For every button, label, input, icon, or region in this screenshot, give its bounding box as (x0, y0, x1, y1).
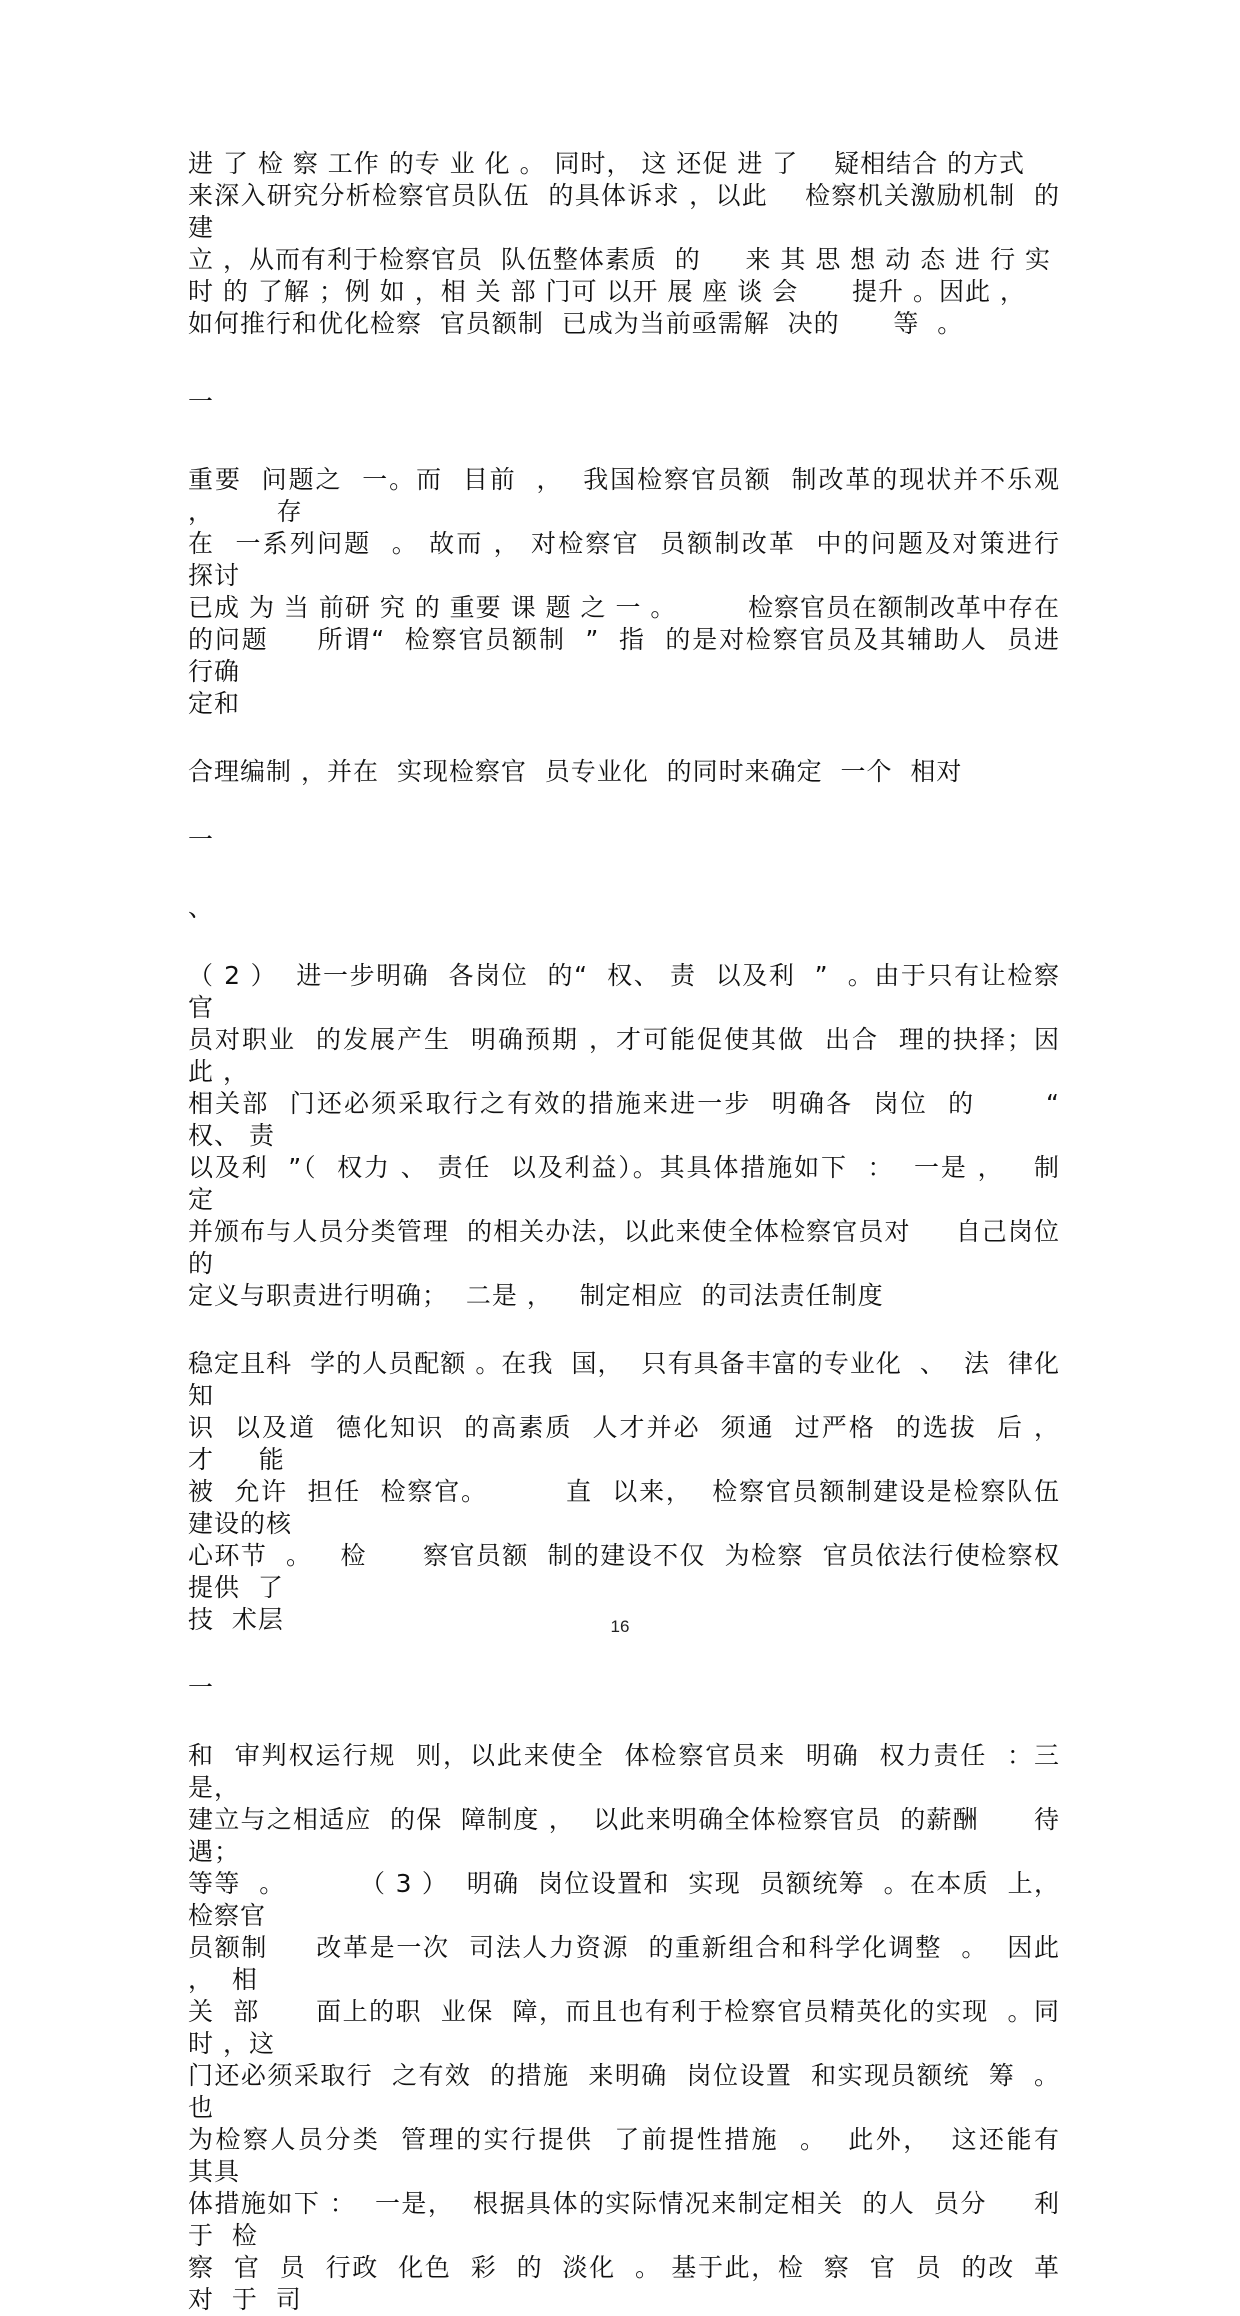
spacer (188, 340, 1060, 386)
paragraph-5: 稳定且科 学的人员配额 。在我 国， 只有具备丰富的专业化 、 法 律化 知 识 以及道 德化知识 的高素质 人才并必 须通 过严格 的选拔 后 ， 才 能 被 允许 担任 检察官。 直 以来， 检察官员额制建设是检察队伍 建设的核 心环节 。 检 察官员额 制的建设不仅 为检察 官员依法行使检察权提供 了 技 术层 (188, 1349, 1060, 1634)
paragraph-3: 合理编制 ，并在 实现检察官 员专业化 的同时来确定 一个 相对 (188, 757, 963, 786)
paragraph-1: 进 了 检 察 工作 的专 业 化 。 同时， 这 还促 进 了 疑相结合 的方式 来深入研究分析检察官员队伍 的具体诉求 ，以此 检察机关激励机制 的建 立 ，从而有利于检察官员 队伍整体素质 的 来 其 思 想 动 态 进 行 实 时 的 了解 ；例 如 ，相 关 部 门可 以开 展 座 谈 会 提升 。因此 ， 如何推行和优化检察 官员额制 已成为当前亟需解 决的 等 。 (188, 149, 1060, 338)
stray-dash-2: 一 (188, 825, 214, 854)
spacer (188, 1636, 1060, 1672)
page-number: 16 (610, 1617, 630, 1636)
spacer (188, 856, 1060, 892)
stray-dash-3: 一 (188, 1673, 214, 1702)
paragraph-4: （ 2 ） 进一步明确 各岗位 的“ 权、 责 以及利 ” 。由于只有让检察 官 员对职业 的发展产生 明确预期 ，才可能促使其做 出合 理的抉择；因 此 ， 相关部 门还必须采取行之有效的措施来进一步 明确各 岗位 的 “ 权、 责 以及利 ”（ 权力 、 责任 以及利益）。其具体措施如下 ： 一是 ， 制 定 并颁布与人员分类管理 的相关办法，以此来使全体检察官员对 自己岗位 的 定义与职责进行明确； 二是 ， 制定相应 的司法责任制度 (188, 961, 1060, 1310)
spacer (188, 924, 1060, 960)
spacer (188, 418, 1060, 464)
spacer (188, 788, 1060, 824)
stray-comma: 、 (188, 893, 214, 922)
spacer (188, 720, 1060, 756)
page-body (188, 148, 1060, 2316)
paragraph-6: 和 审判权运行规 则，以此来使全 体检察官员来 明确 权力责任 ：三 是， 建立与之相适应 的保 障制度 ， 以此来明确全体检察官员 的薪酬 待 遇； 等等 。 （ 3 ） 明确 岗位设置和 实现 员额统筹 。在本质 上， 检察官 员额制 改革是一次 司法人力资源 的重新组合和科学化调整 。 因此 ， 相 关 部 面上的职 业保 障，而且也有利于检察官员精英化的实现 。同时 ，这 门还必须采取行 之有效 的措施 来明确 岗位设置 和实现员额统 筹 。 也 为检察人员分类 管理的实行提供 了前提性措施 。 此外， 这还能有 其具 体措施如下 ： 一是， 根据具体的实际情况来制定相关 的人 员分 利 于 检 察 官 员 行政 化色 彩 的 淡化 。 基于此，检 察 官 员 的改 革 对 于 司 (188, 1741, 1060, 2314)
paragraph-2: 重要 问题之 一。而 目前 ， 我国检察官员额 制改革的现状并不乐观 ， 存 在 一系列问题 。 故而 ， 对检察官 员额制改革 中的问题及对策进行 探讨 已成 为 当 前研 究 的 重要 课 题 之 一 。 检察官员在额制改革中存在 的问题 所谓“ 检察官员额制 ” 指 的是对检察官员及其辅助人 员进 行确 定和 (188, 465, 1060, 718)
stray-dash-1: 一 (188, 387, 214, 416)
spacer (188, 1312, 1060, 1348)
spacer (188, 1704, 1060, 1740)
